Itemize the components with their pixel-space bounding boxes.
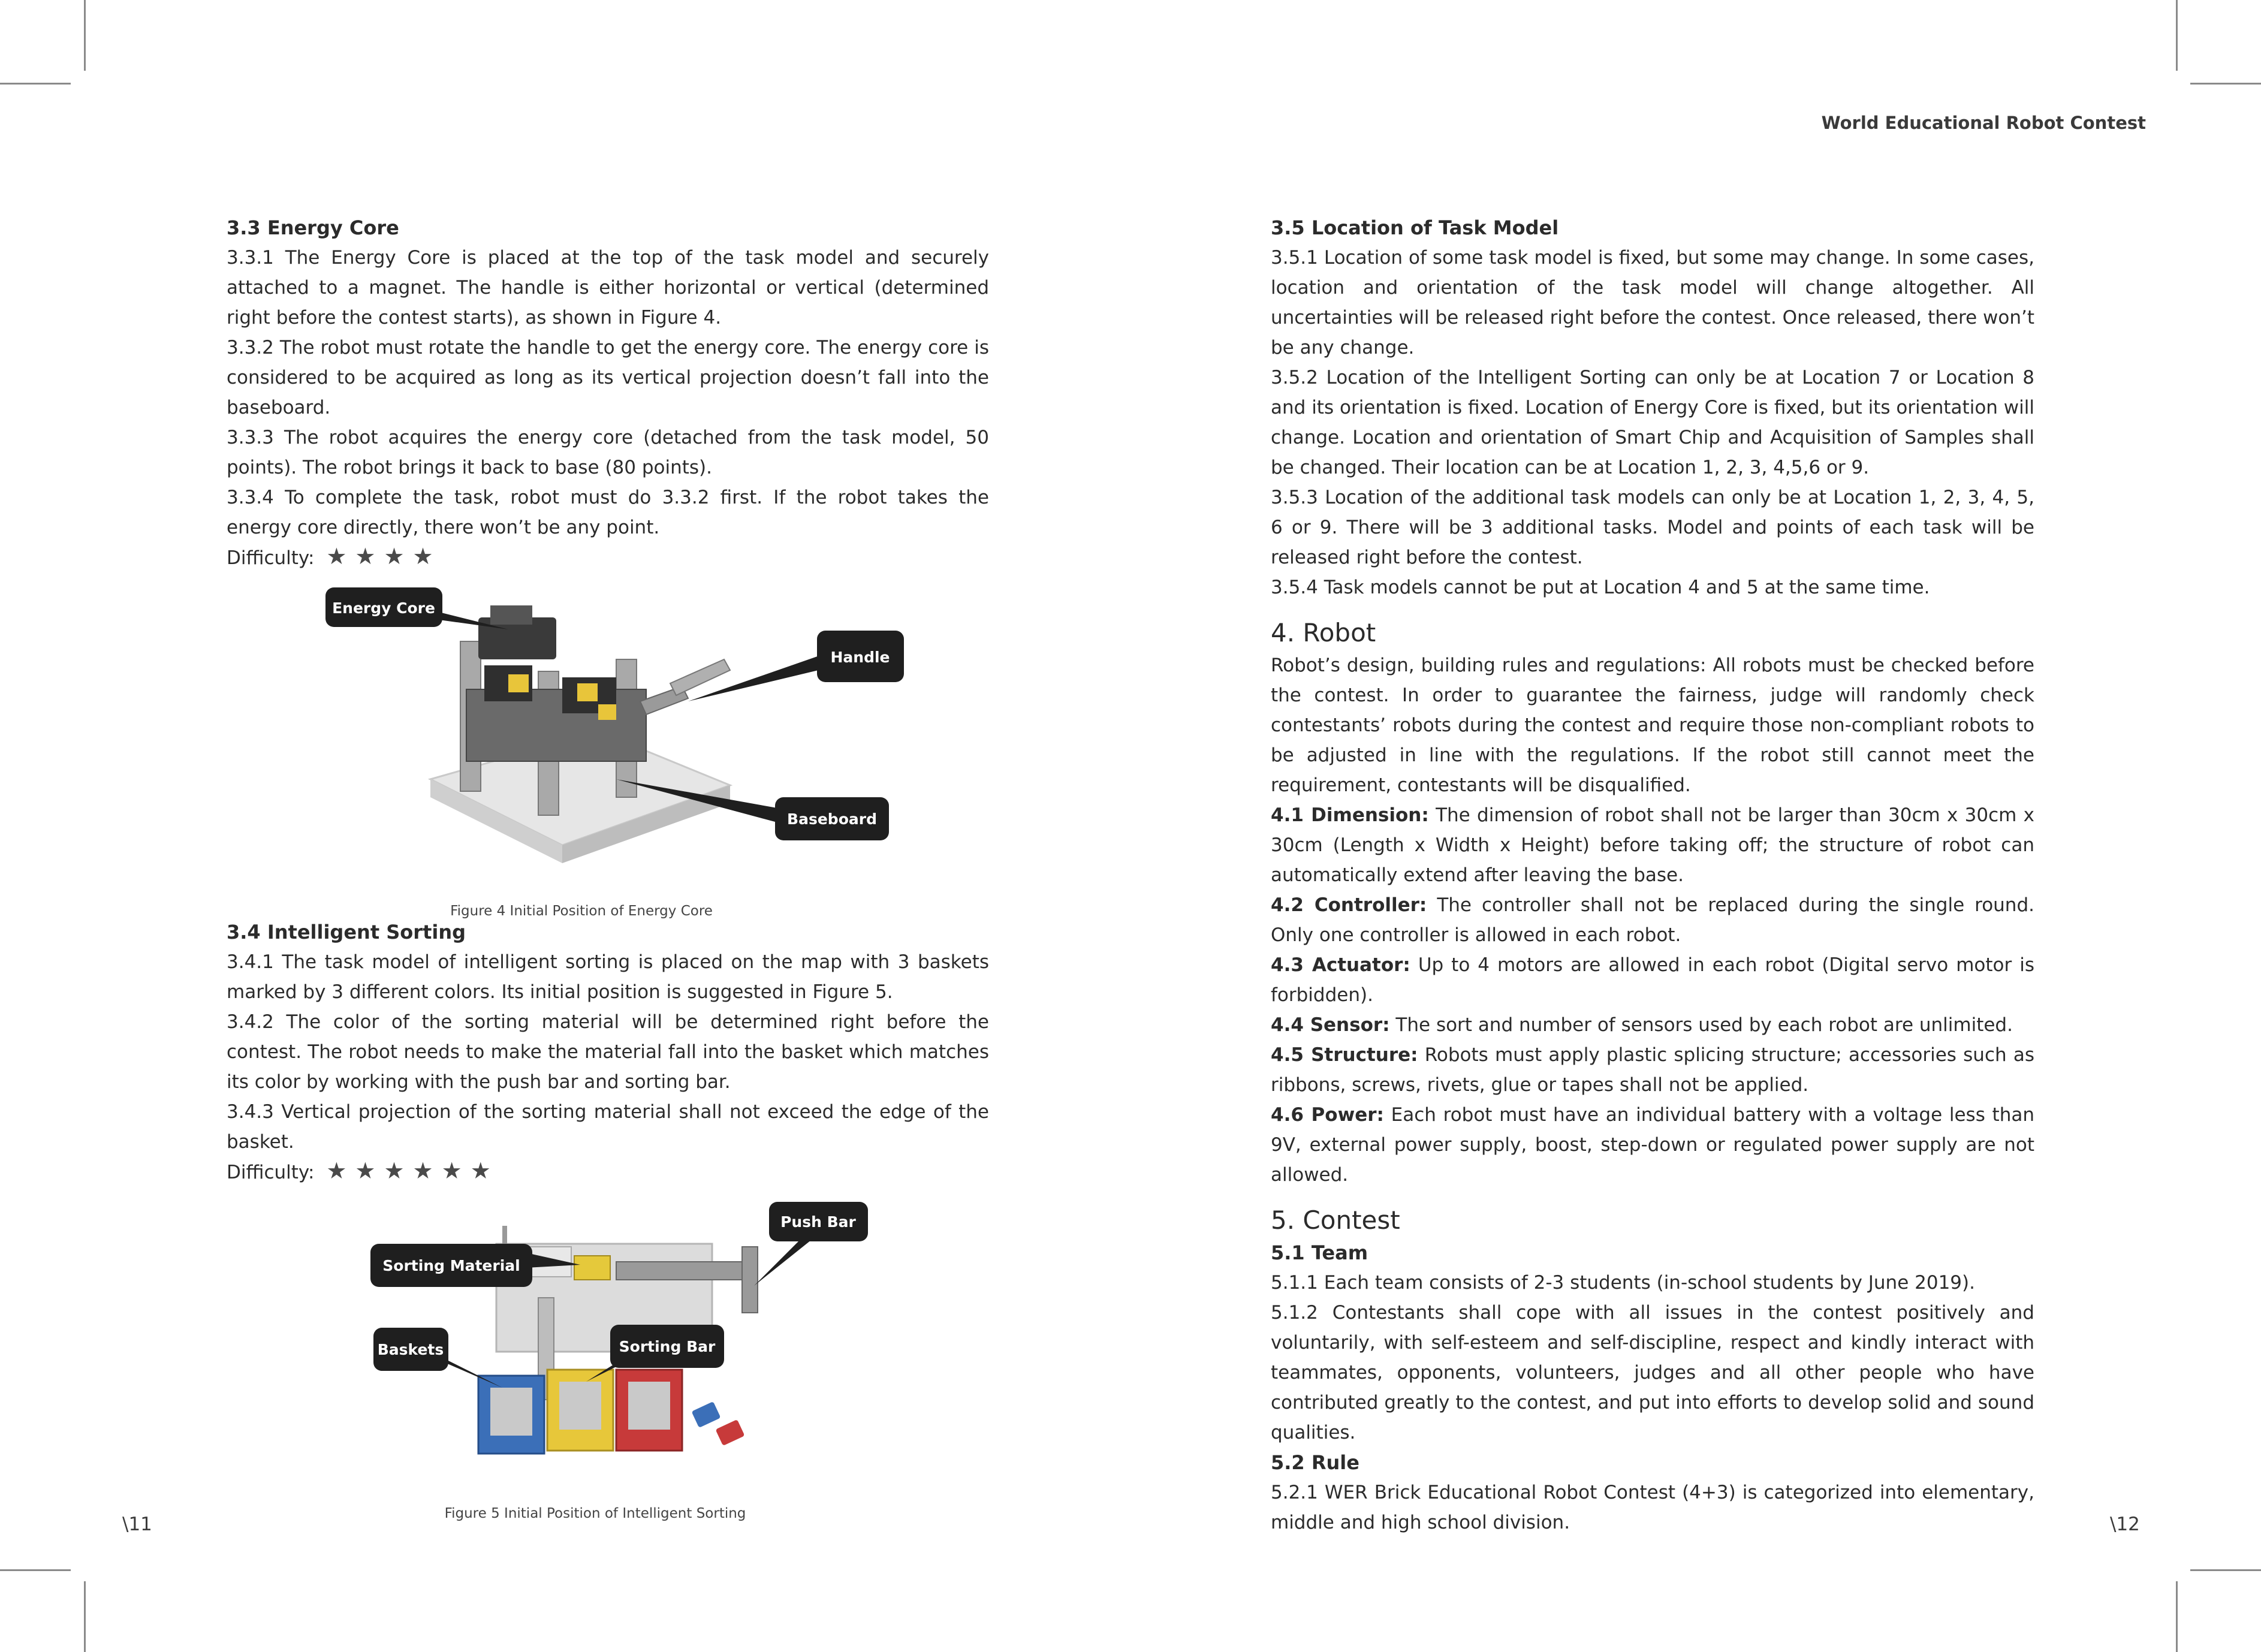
paragraph: 3.3.4 To complete the task, robot must do 3.3.2 first. If the robot takes the energy core directly, there won’t be any point.: [227, 487, 989, 538]
paragraph: 5.2.1 WER Brick Educational Robot Contest (4+3) is categorized into elementary, middle and high school division.: [1271, 1482, 2034, 1533]
running-header: World Educational Robot Contest: [1821, 113, 2146, 133]
difficulty-label: Difficulty:: [227, 547, 315, 569]
star-icon: ★: [326, 1157, 347, 1184]
paragraph: 3.3.3 The robot acquires the energy core (detached from the task model, 50 points). The robot brings it back to base (80 points).: [227, 427, 989, 478]
right-column: [1271, 213, 2034, 1538]
paragraph: 5.1.1 Each team consists of 2-3 students (in-school students by June 2019).: [1271, 1272, 1975, 1294]
star-icon: ★: [412, 1157, 433, 1184]
figure-caption: Figure 4 Initial Position of Energy Core: [450, 903, 713, 919]
page-number-left: \11: [122, 1514, 152, 1535]
paragraph: 3.4.1 The task model of intelligent sorting is placed on the map with 3 baskets marked by 3 different colors. Its initial position is suggested in Figure 5.: [227, 951, 989, 1003]
paragraph: 3.3.1 The Energy Core is placed at the top of the task model and securely attached to a magnet. The handle is either horizontal or vertical (determined right before the contest starts), as shown in Figure 4.: [227, 247, 989, 328]
label-handle: Handle: [830, 649, 890, 666]
paragraph: Robot’s design, building rules and regulations: All robots must be checked before the contest. In order to guarantee the fairness, judge will randomly check contestants’ robots during the contest and require those non-compliant robots to be adjusted in line with the regulations. If the robot still cannot meet the requirement, contestants will be disqualified.: [1271, 655, 2034, 796]
difficulty-stars: [326, 543, 441, 569]
label-energy-core: Energy Core: [332, 599, 435, 617]
subsection-heading: 5.1 Team: [1271, 1241, 1368, 1264]
section-heading: 4. Robot: [1271, 618, 1376, 647]
label-baskets: Baskets: [377, 1341, 444, 1358]
section-heading: 5. Contest: [1271, 1205, 1400, 1235]
crop-mark: [2176, 1581, 2178, 1652]
subsection-heading: 5.2 Rule: [1271, 1451, 1359, 1474]
paragraph: 3.5.1 Location of some task model is fixed, but some may change. In some cases, location and orientation of the task model will change altogether. All uncertainties will be released right before the contest. Once released, there won’t be any change.: [1271, 247, 2034, 358]
crop-mark: [0, 83, 71, 85]
spec-item: 4.4 Sensor: The sort and number of sensors used by each robot are unlimited.: [1271, 1014, 2013, 1036]
star-icon: ★: [470, 1157, 491, 1184]
label-baseboard: Baseboard: [787, 810, 877, 828]
crop-mark: [2190, 83, 2261, 85]
crop-mark: [84, 1581, 86, 1652]
star-icon: ★: [355, 543, 376, 569]
intelligent-sorting-illustration: [227, 1196, 989, 1496]
crop-mark: [0, 1569, 71, 1571]
paragraph: 3.5.2 Location of the Intelligent Sorting can only be at Location 7 or Location 8 and its orientation is fixed. Location of Energy Core is fixed, but its orientation will change. Location and orientation of Smart Chip and Acquisition of Samples shall be changed. Their location can be at Location 1, 2, 3, 4,5,6 or 9.: [1271, 367, 2034, 478]
star-icon: ★: [441, 1157, 462, 1184]
label-sorting-bar: Sorting Bar: [619, 1338, 716, 1355]
figure-4: [227, 581, 989, 917]
section-heading: 3.3 Energy Core: [227, 216, 399, 239]
crop-mark: [2176, 0, 2178, 71]
spec-item: 4.2 Controller: The controller shall not be replaced during the single round. Only one controller is allowed in each robot.: [1271, 894, 2034, 946]
paragraph: 5.1.2 Contestants shall cope with all issues in the contest positively and voluntarily, with self-esteem and self-discipline, respect and kindly interact with teammates, opponents, volunteers, judges and all other people who have contributed greatly to the contest, and put into efforts to develop solid and sound qualities.: [1271, 1302, 2034, 1443]
label-sorting-material: Sorting Material: [382, 1257, 520, 1274]
section-heading: 3.4 Intelligent Sorting: [227, 921, 466, 943]
difficulty-label: Difficulty:: [227, 1162, 315, 1183]
star-icon: ★: [355, 1157, 376, 1184]
paragraph: 3.4.2 The color of the sorting material will be determined right before the contest. The robot needs to make the material fall into the basket which matches its color by working with the push bar and sorting bar.: [227, 1011, 989, 1093]
difficulty-rating: [227, 542, 989, 573]
paragraph: 3.5.3 Location of the additional task models can only be at Location 1, 2, 3, 4, 5, 6 or 9. There will be 3 additional tasks. Model and points of each task will be released right before the contest.: [1271, 487, 2034, 568]
section-heading: 3.5 Location of Task Model: [1271, 216, 1559, 239]
left-column: [227, 213, 989, 1532]
difficulty-stars: [326, 1157, 499, 1184]
star-icon: ★: [384, 543, 405, 569]
star-icon: ★: [326, 543, 347, 569]
paragraph: 3.4.3 Vertical projection of the sorting material shall not exceed the edge of the basket.: [227, 1101, 989, 1153]
spec-item: 4.6 Power: Each robot must have an individual battery with a voltage less than 9V, external power supply, boost, step-down or regulated power supply are not allowed.: [1271, 1104, 2035, 1186]
paragraph: 3.5.4 Task models cannot be put at Location 4 and 5 at the same time.: [1271, 577, 1930, 598]
star-icon: ★: [384, 1157, 405, 1184]
figure-5: [227, 1196, 989, 1532]
spec-item: 4.3 Actuator: Up to 4 motors are allowed in each robot (Digital servo motor is forbidden).: [1271, 954, 2035, 1006]
label-push-bar: Push Bar: [780, 1213, 856, 1231]
star-icon: ★: [412, 543, 433, 569]
energy-core-illustration: [227, 581, 989, 893]
paragraph: 3.3.2 The robot must rotate the handle to get the energy core. The energy core is considered to be acquired as long as its vertical projection doesn’t fall into the baseboard.: [227, 337, 989, 418]
page-number-right: \12: [2110, 1514, 2140, 1535]
spec-item: 4.5 Structure: Robots must apply plastic splicing structure; accessories such as ribbons, screws, rivets, glue or tapes shall not be applied.: [1271, 1044, 2035, 1096]
crop-mark: [84, 0, 86, 71]
difficulty-rating: [227, 1157, 989, 1187]
spec-item: 4.1 Dimension: The dimension of robot shall not be larger than 30cm x 30cm x 30cm (Length x Width x Height) before taking off; the structure of robot can automatically extend after leaving the base.: [1271, 804, 2034, 886]
figure-caption: Figure 5 Initial Position of Intelligent Sorting: [444, 1506, 746, 1521]
crop-mark: [2190, 1569, 2261, 1571]
